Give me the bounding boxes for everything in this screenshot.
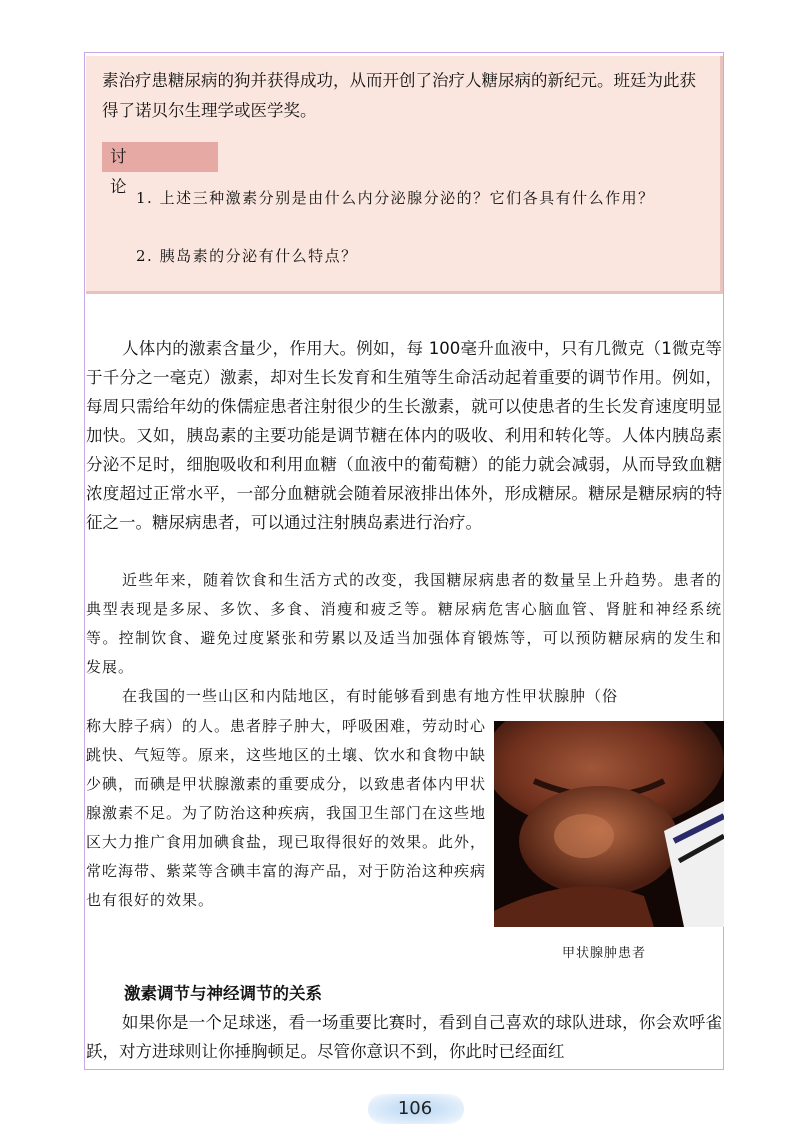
page-margin-left xyxy=(84,52,85,1070)
photo-caption: 甲状腺肿患者 xyxy=(562,946,647,961)
discussion-question-1: 1. 上述三种激素分别是由什么内分泌腺分泌的？它们各具有什么作用？ xyxy=(136,189,655,207)
paragraph-football-example: 如果你是一个足球迷，看一场重要比赛时，看到自己喜欢的球队进球，你会欢呼雀跃，对方进球则让你捶胸顿足。尽管你意识不到，你此时已经面红 xyxy=(86,1013,722,1061)
discussion-label: 讨论 xyxy=(102,142,218,172)
goiter-patient-photo xyxy=(494,721,724,927)
page-number: 106 xyxy=(397,1098,433,1119)
paragraph-diabetes-trend: 近些年来，随着饮食和生活方式的改变，我国糖尿病患者的数量呈上升趋势。患者的典型表现是多尿、多饮、多食、消瘦和疲乏等。糖尿病危害心脑血管、肾脏和神经系统等。控制饮食、避免过度紧张和劳累以及适当加强体育锻炼等，可以预防糖尿病的发生和发展。 xyxy=(86,571,722,676)
paragraph-hormone-effects: 人体内的激素含量少，作用大。例如，每 100毫升血液中，只有几微克（1微克等于千分之一毫克）激素，却对生长发育和生殖等生命活动起着重要的调节作用。例如，每周只需给年幼的侏儒症患者注射很少的生长激素，就可以使患者的生长发育速度明显加快。又如，胰岛素的主要功能是调节糖在体内的吸收、利用和转化等。人体内胰岛素分泌不足时，细胞吸收和利用血糖（血液中的葡萄糖）的能力就会减弱，从而导致血糖浓度超过正常水平，一部分血糖就会随着尿液排出体外，形成糖尿。糖尿是糖尿病的特征之一。糖尿病患者，可以通过注射胰岛素进行治疗。 xyxy=(86,339,722,532)
box-intro-text: 素治疗患糖尿病的狗并获得成功，从而开创了治疗人糖尿病的新纪元。班廷为此获得了诺贝尔生理学或医学奖。 xyxy=(102,71,696,120)
paragraph-goiter-intro: 在我国的一些山区和内陆地区，有时能够看到患有地方性甲状腺肿（俗 xyxy=(122,687,619,705)
page-margin-bottom xyxy=(84,1069,724,1070)
page-margin-top xyxy=(84,52,724,53)
reading-box xyxy=(86,56,723,294)
discussion-question-2: 2. 胰岛素的分泌有什么特点？ xyxy=(136,247,358,265)
paragraph-goiter-body: 称大脖子病）的人。患者脖子肿大，呼吸困难，劳动时心跳快、气短等。原来，这些地区的土壤、饮水和食物中缺少碘，而碘是甲状腺激素的重要成分，以致患者体内甲状腺激素不足。为了防治这种疾病，我国卫生部门在这些地区大力推广食用加碘食盐，现已取得很好的效果。此外，常吃海带、紫菜等含碘丰富的海产品，对于防治这种疾病也有很好的效果。 xyxy=(86,717,487,909)
section-title: 激素调节与神经调节的关系 xyxy=(124,984,322,1003)
